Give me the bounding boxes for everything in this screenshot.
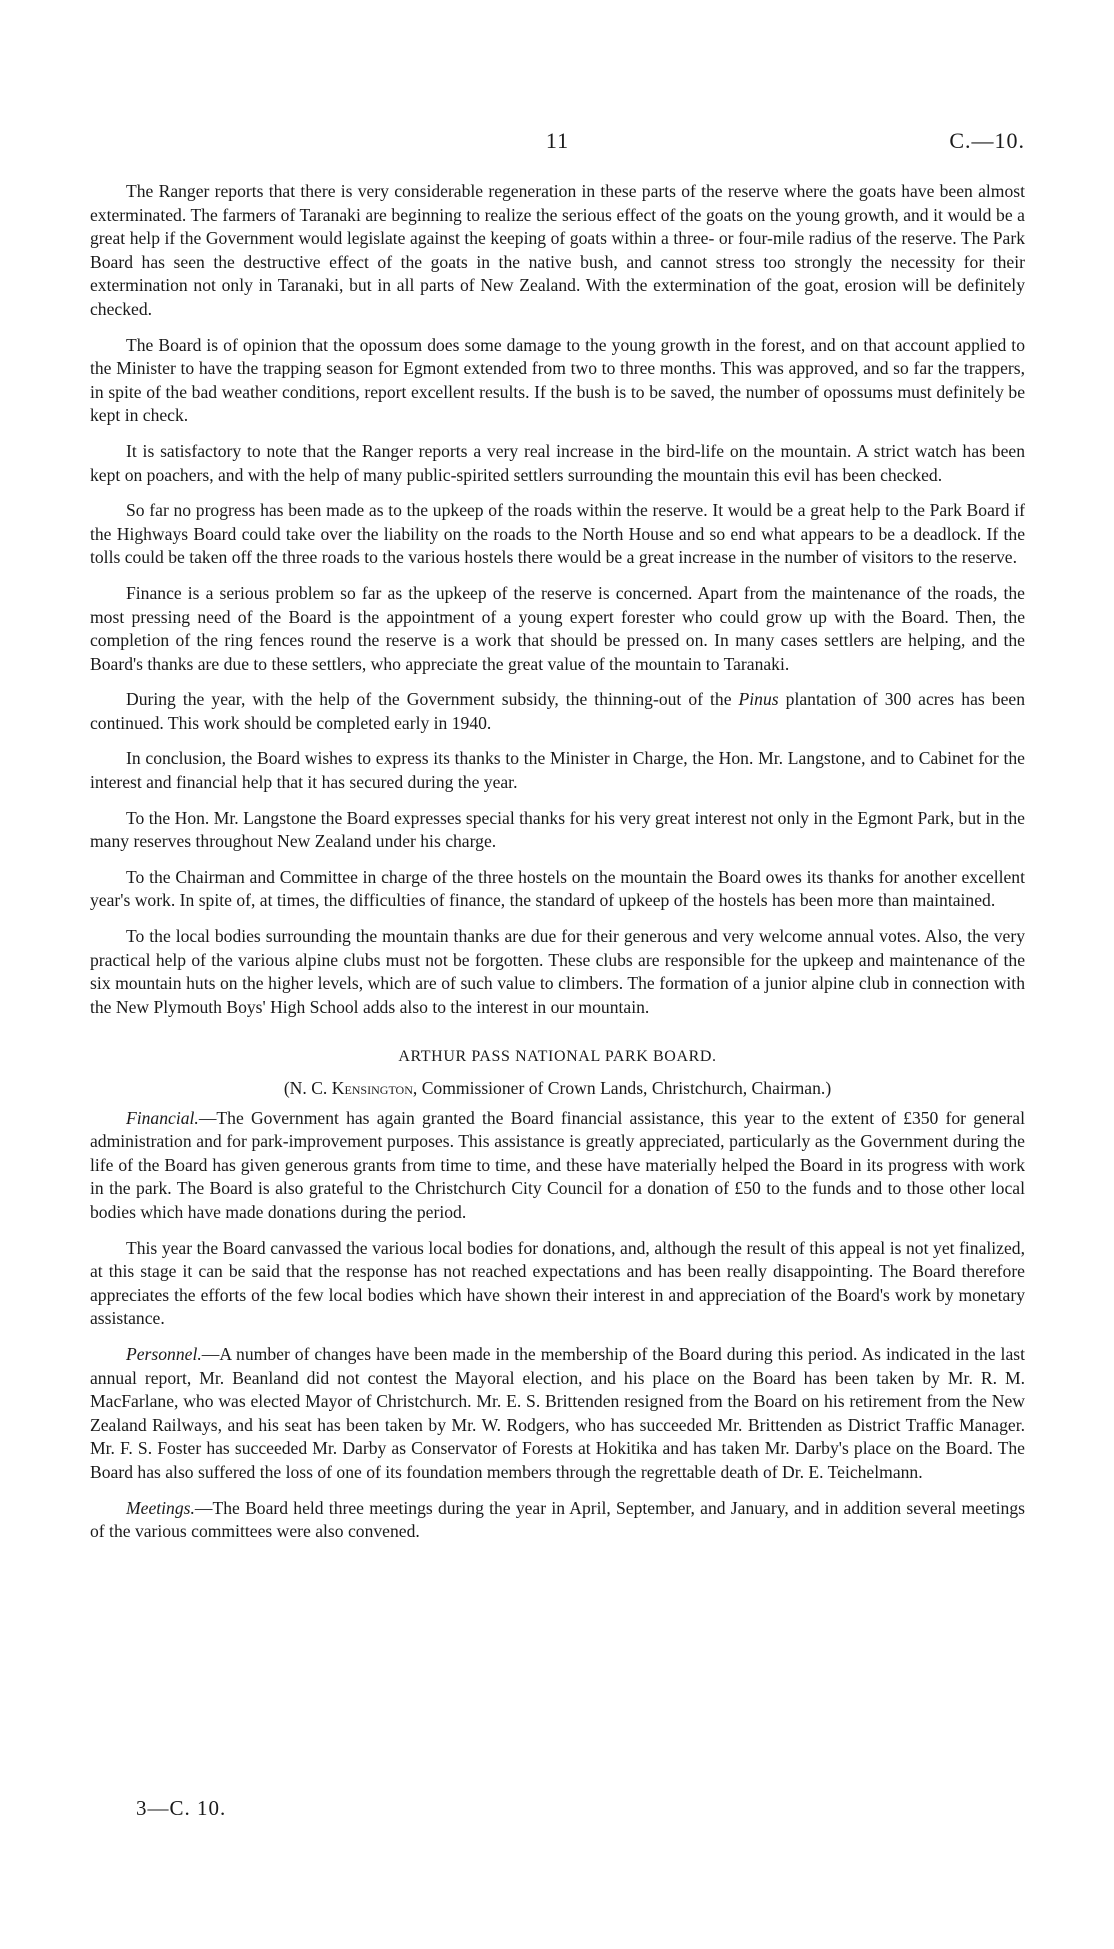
paragraph-local-bodies: To the local bodies surrounding the mountain thanks are due for their generous and very welcome annual votes. Also, the very practical help of the various alpine clubs must not be forgotten. These clubs are responsible for the upkeep and maintenance of the six mountain huts on the higher levels, which are of such value to climbers. The formation of a junior alpine club in connection with the New Plymouth Boys' High School adds also to the interest in our mountain.: [90, 926, 1025, 1017]
paragraph-financial: [90, 1107, 1025, 1225]
personnel-label: Personnel.: [126, 1343, 202, 1364]
section-subheading: [90, 1077, 1025, 1101]
paragraph-roads: So far no progress has been made as to the upkeep of the roads within the reserve. It would be a great help to the Park Board if the Highways Board could take over the liability on the roads to the North House and so end what appears to be a deadlock. If the tolls could be taken off the three roads to the various hostels there would be a great increase in the number of visitors to the reserve.: [90, 500, 1025, 568]
pinus-italic: Pinus: [738, 689, 779, 710]
subheading-open: (N. C.: [283, 1078, 332, 1098]
paragraph-meetings: [90, 1497, 1025, 1544]
signature-mark: 3—C. 10.: [136, 1796, 227, 1820]
page-number: 11: [545, 128, 570, 153]
pinus-text-before: During the year, with the help of the Government subsidy, the thinning-out of the: [126, 689, 739, 710]
pinus-text-after: plantation of 300 acres has been continued. This work should be completed early in 1940.: [90, 689, 1026, 733]
paragraph-appeal: This year the Board canvassed the various local bodies for donations, and, although the result of this appeal is not yet finalized, at this stage it can be said that the response has not reached expectations and has been really disappointing. The Board therefore appreciates the efforts of the few local bodies which have shown their interest in and appreciation of the Board's work by monetary assistance.: [90, 1237, 1025, 1329]
meetings-label: Meetings.: [126, 1497, 195, 1518]
paragraph-personnel: [90, 1343, 1025, 1485]
section-heading: ARTHUR PASS NATIONAL PARK BOARD.: [398, 1048, 717, 1066]
personnel-text: —A number of changes have been made in the membership of the Board during this period. As indicated in the last annual report, Mr. Beanland did not contest the Mayoral election, and his place on the Board has been taken by Mr. R. M. MacFarlane, who was elected Mayor of Christchurch. Mr. E. S. Brittenden resigned from the Board on his retirement from the New Zealand Railways, and his seat has been taken by Mr. W. Rodgers, who has succeeded Mr. Brittenden as District Traffic Manager. Mr. F. S. Foster has succeeded Mr. Darby as Conservator of Forests at Hokitika and has taken Mr. Darby's place on the Board. The Board has also suffered the loss of one of its foundation members through the regrettable death of Dr. E. Teichelmann.: [90, 1343, 1025, 1482]
paragraph-conclusion: In conclusion, the Board wishes to express its thanks to the Minister in Charge, the Hon. Mr. Langstone, and to Cabinet for the interest and financial help that it has secured during the year.: [90, 748, 1025, 793]
paragraph-opossum: The Board is of opinion that the opossum does some damage to the young growth in the forest, and on that account applied to the Minister to have the trapping season for Egmont extended from two to three months. This was approved, and so far the trappers, in spite of the bad weather conditions, report excellent results. If the bush is to be saved, the number of opossums must definitely be kept in check.: [90, 334, 1025, 426]
paragraph-goats: The Ranger reports that there is very considerable regeneration in these parts of the reserve where the goats have been almost exterminated. The farmers of Taranaki are beginning to realize the serious effect of the goats on the young growth, and it would be a great help if the Government would legislate against the keeping of goats within a three- or four-mile radius of the reserve. The Park Board has seen the destructive effect of the goats in the native bush, and cannot stress too strongly the necessity for their extermination not only in Taranaki, but in all parts of New Zealand. With the extermination of the goat, erosion will be definitely checked.: [90, 181, 1025, 319]
subheading-name: Kensington: [331, 1078, 413, 1098]
paragraph-bird-life: It is satisfactory to note that the Ranger reports a very real increase in the bird-life on the mountain. A strict watch has been kept on poachers, and with the help of many public-spirited settlers surrounding the mountain this evil has been checked.: [90, 440, 1025, 485]
page-header: [90, 128, 1025, 158]
paragraph-langstone-thanks: To the Hon. Mr. Langstone the Board expresses special thanks for his very great interest not only in the Egmont Park, but in the many reserves throughout New Zealand under his charge.: [90, 807, 1025, 852]
meetings-text: —The Board held three meetings during the year in April, September, and January, and in addition several meetings of the various committees were also convened.: [90, 1497, 1025, 1542]
body-text: [90, 180, 1025, 1556]
document-reference: C.—10.: [949, 128, 1025, 153]
financial-text: —The Government has again granted the Board financial assistance, this year to the extent of £350 for general administration and for park-improvement purposes. This assistance is greatly appreciated, particularly as the Government during the life of the Board has given generous grants from time to time, and these have materially helped the Board in its progress with work in the park. The Board is also grateful to the Christchurch City Council for a donation of £50 to the funds and to those other local bodies which have made donations during the period.: [90, 1107, 1025, 1222]
subheading-rest: , Commissioner of Crown Lands, Christchurch, Chairman.): [412, 1078, 832, 1098]
financial-label: Financial.: [126, 1107, 199, 1128]
paragraph-finance: Finance is a serious problem so far as the upkeep of the reserve is concerned. Apart from the maintenance of the roads, the most pressing need of the Board is the appointment of a young expert forester who could grow up with the Board. Then, the completion of the ring fences round the reserve is a work that should be pressed on. In many cases settlers are helping, and the Board's thanks are due to these settlers, who appreciate the great value of the mountain to Taranaki.: [90, 582, 1025, 674]
paragraph-hostels: To the Chairman and Committee in charge of the three hostels on the mountain the Board owes its thanks for another excellent year's work. In spite of, at times, the difficulties of finance, the standard of upkeep of the hostels has been more than maintained.: [90, 866, 1025, 911]
paragraph-pinus-plantation: [90, 688, 1025, 735]
